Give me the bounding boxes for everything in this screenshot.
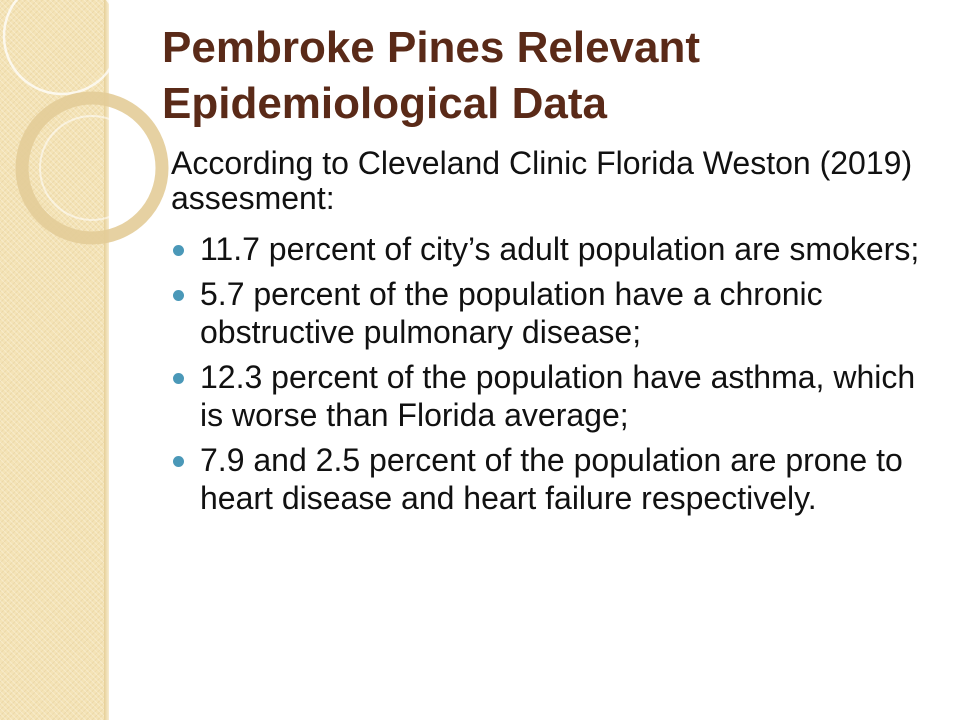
bullet-dot-icon — [173, 245, 184, 256]
bullet-text: 12.3 percent of the population have asthma, which is worse than Florida average; — [200, 359, 916, 433]
bullet-text: 7.9 and 2.5 percent of the population are prone to heart disease and heart failure respectively. — [200, 442, 903, 516]
slide-title: Pembroke Pines Relevant Epidemiological Data — [162, 23, 701, 128]
intro-text: According to Cleveland Clinic Florida Weston (2019) assesment: — [171, 145, 913, 216]
bullet-dot-icon — [173, 290, 184, 301]
bullet-text: 5.7 percent of the population have a chronic obstructive pulmonary disease; — [200, 276, 823, 350]
bullet-text: 11.7 percent of city’s adult population are smokers; — [200, 231, 920, 267]
bullet-dot-icon — [173, 456, 184, 467]
bullet-item — [171, 441, 941, 517]
bullet-item — [171, 230, 941, 268]
bullet-list — [171, 230, 941, 524]
decorative-rings — [0, 0, 120, 260]
bullet-dot-icon — [173, 373, 184, 384]
bullet-item — [171, 358, 941, 434]
bullet-item — [171, 275, 941, 351]
